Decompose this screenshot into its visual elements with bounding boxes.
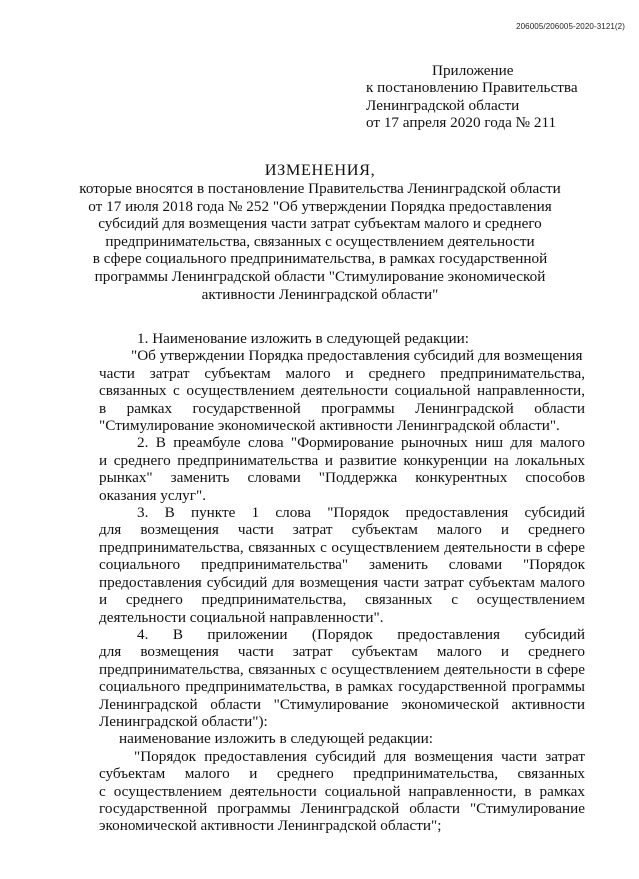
item-1-heading: 1. Наименование изложить в следующей редакции: (137, 330, 469, 347)
body-line: "Порядок предоставления субсидий для возмещения части затрат (134, 747, 585, 765)
body-line: государственной программы Ленинградской области "Стимулирование (99, 799, 585, 817)
body-line: и среднего предпринимательства и развитие конкуренции на локальных (99, 451, 585, 469)
subtitle-line: программы Ленинградской области "Стимулирование экономической (94, 267, 546, 285)
subtitle-line: субсидий для возмещения части затрат субъектам малого и среднего (98, 215, 542, 233)
subtitle-line: предпринимательства, связанных с осуществлением деятельности (105, 232, 535, 250)
body-line: наименование изложить в следующей редакции: (119, 730, 433, 748)
appendix-line: Ленинградской области (366, 96, 520, 114)
body-line: социального предпринимательства, в рамках государственной программы (99, 678, 585, 696)
body-line: "Об утверждении Порядка предоставления субсидий для возмещения (131, 347, 583, 365)
body-line: "Стимулирование экономической активности Ленинградской области". (99, 417, 560, 435)
subtitle-line: которые вносятся в постановление Правительства Ленинградской области (79, 180, 561, 197)
appendix-title: Приложение (432, 62, 514, 79)
item-3-heading: 3. В пункте 1 слова "Порядок предоставления субсидий (137, 504, 585, 522)
body-line: с осуществлением деятельности социальной направленности, в рамках (99, 782, 585, 800)
body-line: экономической активности Ленинградской области"; (99, 817, 442, 835)
appendix-line: к постановлению Правительства (366, 79, 578, 97)
item-2-heading: 2. В преамбуле слова "Формирование рыночных ниш для малого (137, 434, 585, 452)
body-line: деятельности социальной направленности". (99, 608, 384, 626)
body-line: предоставления субсидий для возмещения части затрат субъектам малого (99, 573, 585, 591)
body-line: связанных с осуществлением деятельности социальной направленности, (99, 382, 585, 400)
body-line: части затрат субъектам малого и среднего предпринимательства, (99, 364, 585, 382)
body-line: субъектам малого и среднего предпринимательства, связанных (99, 765, 585, 783)
item-4-heading: 4. В приложении (Порядок предоставления субсидий (137, 625, 585, 643)
body-line: предпринимательства, связанных с осуществлением деятельности в сфере (99, 538, 585, 556)
body-line: социального предпринимательства" заменить словами "Порядок (99, 556, 585, 574)
document-id: 206005/206005-2020-3121(2) (516, 22, 625, 31)
document-title: ИЗМЕНЕНИЯ, (264, 160, 376, 179)
appendix-block (366, 62, 616, 132)
document-subtitle (60, 180, 580, 303)
body-line: Ленинградской области"): (99, 712, 268, 730)
subtitle-line: в сфере социального предпринимательства, в рамках государственной (92, 250, 548, 268)
body-line: предпринимательства, связанных с осуществлением деятельности в сфере (99, 660, 585, 678)
body-line: рынках" заменить словами "Поддержка конкурентных способов (99, 469, 585, 487)
body-line: и среднего предпринимательства, связанных с осуществлением (99, 591, 585, 609)
body-line: для возмещения части затрат субъектам малого и среднего (99, 643, 585, 661)
subtitle-line: активности Ленинградской области" (201, 285, 439, 303)
body-line: оказания услуг". (99, 486, 206, 504)
body-line: в рамках государственной программы Ленинградской области (99, 399, 585, 417)
body-line: для возмещения части затрат субъектам малого и среднего (99, 521, 585, 539)
document-body (99, 330, 585, 835)
appendix-date-line: от 17 апреля 2020 года № 211 (366, 114, 557, 132)
subtitle-line: от 17 июля 2018 года № 252 "Об утверждении Порядка предоставления (88, 197, 552, 215)
body-line: Ленинградской области "Стимулирование экономической активности (99, 695, 585, 713)
